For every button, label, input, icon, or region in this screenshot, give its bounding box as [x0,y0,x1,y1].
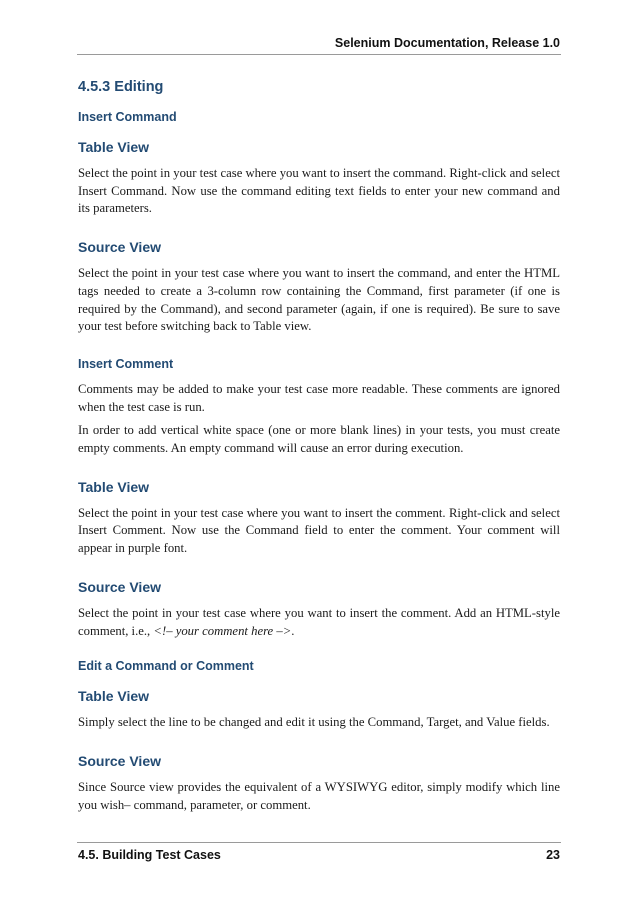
paragraph: Comments may be added to make your test case more readable. These comments are ignored when the test case is run. [78,381,560,414]
heading-table-view: Table View [78,139,150,155]
paragraph-text: Select the point in your test case where you want to insert the comment. Add an HTML-style comment, i.e., [78,605,560,638]
footer-rule [77,842,561,843]
paragraph: Select the point in your test case where you want to insert the command. Right-click and select Insert Command. Now use the command editing text fields to enter your new command and its parameters. [78,166,560,216]
subsection-heading-insert-comment: Insert Comment [78,356,174,371]
section-heading-editing: 4.5.3 Editing [78,79,164,95]
paragraph: Since Source view provides the equivalent of a WYSIWYG editor, simply modify which line you wish– command, parameter, or comment. [78,779,560,812]
page-content [78,58,560,814]
paragraph: In order to add vertical white space (one or more blank lines) in your tests, you must create empty comments. An empty command will cause an error during execution. [78,423,560,456]
inline-code: <!– your comment here –> [153,623,292,638]
heading-source-view: Source View [78,752,162,769]
paragraph: Select the point in your test case where you want to insert the comment. Right-click and select Insert Comment. Now use the Command field to enter the comment. Your comment will appear in purple font. [78,505,560,556]
paragraph: Select the point in your test case where you want to insert the command, and enter the HTML tags needed to create a 3-column row containing the Command, first parameter (if one is required by the Command), and second parameter (again, if one is required). Be sure to save your test before switching back to Table view. [78,266,560,334]
paragraph-text-end: . [291,623,295,638]
heading-table-view: Table View [78,688,150,705]
heading-table-view: Table View [78,478,150,495]
subsection-heading-insert-command: Insert Command [78,110,177,124]
heading-source-view: Source View [78,578,162,595]
subsection-heading-edit-command: Edit a Command or Comment [78,659,254,674]
page-number: 23 [546,848,560,862]
heading-source-view: Source View [78,239,162,256]
paragraph: Simply select the line to be changed and edit it using the Command, Target, and Value fields. [78,715,550,730]
footer-section-title: 4.5. Building Test Cases [78,848,221,862]
header-rule [77,54,561,55]
running-header: Selenium Documentation, Release 1.0 [334,36,560,50]
paragraph [78,605,560,640]
